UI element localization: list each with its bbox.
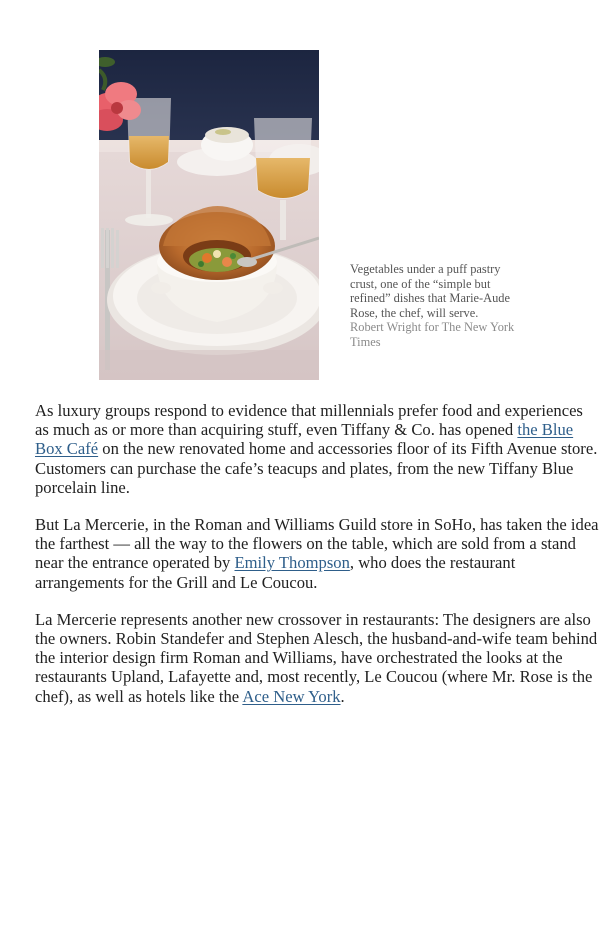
blue-box-cafe-link[interactable]: the Blue Box Café [35, 420, 574, 459]
paragraph-3 [35, 610, 599, 706]
caption-text: Vegetables under a puff pastry crust, one of the “simple but refined” dishes that Marie-Aude Rose, the chef, will serve. [350, 262, 510, 320]
ace-new-york-link[interactable]: Ace New York [242, 686, 341, 706]
photo-credit: Robert Wright for The New York Times [350, 320, 515, 349]
photo-caption [350, 262, 515, 350]
paragraph-1-text-before: As luxury groups respond to evidence that millennials prefer food and experiences as much as or more than acquiring stuff, even Tiffany & Co. has opened [35, 401, 583, 440]
paragraph-2-text-after: , who does the restaurant arrangements for the Grill and Le Coucou. [35, 553, 516, 592]
paragraph-2 [35, 515, 599, 592]
article-body [35, 401, 599, 724]
paragraph-1 [35, 401, 599, 497]
pot-pie-photo [99, 50, 319, 380]
paragraph-3-text-after: . [340, 686, 345, 706]
emily-thompson-link[interactable]: Emily Thompson [234, 553, 350, 573]
paragraph-3-text-before: La Mercerie represents another new crossover in restaurants: The designers are also the owners. Robin Standefer and Stephen Alesch, the husband-and-wife team behind the interior design firm Roman and Williams, have orchestrated the looks at the restaurants Upland, Lafayette and, most recently, Le Coucou (where Mr. Rose is the chef), as well as hotels like the [35, 609, 598, 706]
paragraph-1-text-after: on the new renovated home and accessories floor of its Fifth Avenue store. Customers can purchase the cafe’s teacups and plates, from the new Tiffany Blue porcelain line. [35, 439, 598, 497]
paragraph-2-text-before: But La Mercerie, in the Roman and Williams Guild store in SoHo, has taken the idea the farthest — all the way to the flowers on the table, which are sold from a stand near the entrance operated by [35, 515, 599, 573]
